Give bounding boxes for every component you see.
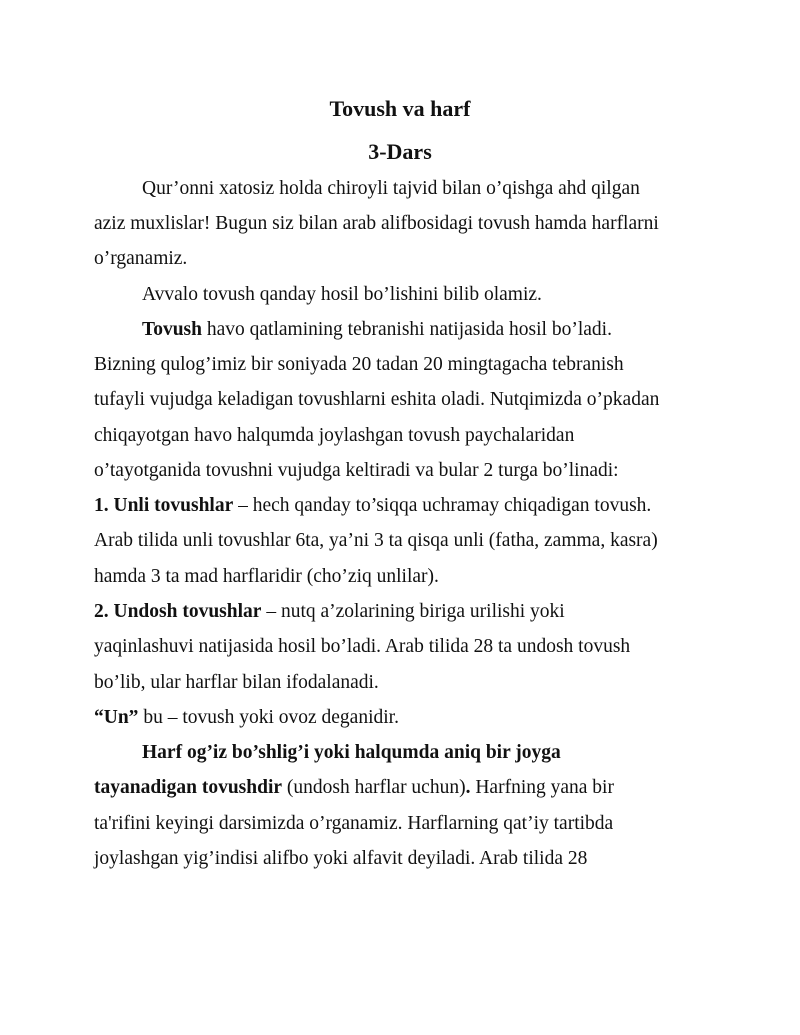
para1-line2: aziz muxlislar! Bugun siz bilan arab alifbosidagi tovush hamda harflarni bbox=[94, 213, 659, 234]
un-note bbox=[94, 706, 399, 730]
term-un: “Un” bbox=[94, 707, 139, 728]
lesson-number: 3-Dars bbox=[368, 139, 432, 164]
item2-line1 bbox=[94, 600, 565, 624]
para4-line2 bbox=[94, 776, 614, 800]
harf-definition-bold-1: Harf og’iz bo’shlig’i yoki halqumda aniq bir joyga bbox=[142, 742, 561, 763]
term-undosh-tovushlar: 2. Undosh tovushlar bbox=[94, 601, 262, 622]
para3-line5: o’tayotganida tovushni vujudga keltiradi va bular 2 turga bo’linadi: bbox=[94, 460, 619, 481]
item2-line2: yaqinlashuvi natijasida hosil bo’ladi. Arab tilida 28 ta undosh tovush bbox=[94, 636, 631, 657]
para3-line1 bbox=[142, 318, 612, 342]
para4-line2-period: . bbox=[465, 777, 471, 798]
para1-line1: Qur’onni xatosiz holda chiroyli tajvid bilan o’qishga ahd qilgan bbox=[142, 178, 640, 199]
para4-line3: ta'rifini keyingi darsimizda o’rganamiz. Harflarning qat’iy tartibda bbox=[94, 813, 614, 834]
item1-line1 bbox=[94, 494, 651, 518]
item1-line3: hamda 3 ta mad harflaridir (cho’ziq unlilar). bbox=[94, 566, 439, 587]
item2-line3: bo’lib, ular harflar bilan ifodalanadi. bbox=[94, 672, 379, 693]
para3-line3: tufayli vujudga keladigan tovushlarni eshita oladi. Nutqimizda o’pkadan bbox=[94, 389, 660, 410]
para4-line4: joylashgan yig’indisi alifbo yoki alfavit deyiladi. Arab tilida 28 bbox=[94, 848, 588, 869]
para4-line1 bbox=[142, 741, 561, 765]
para3-line4: chiqayotgan havo halqumda joylashgan tovush paychalaridan bbox=[94, 425, 575, 446]
item1-line1-text: – hech qanday to’siqqa uchramay chiqadigan tovush. bbox=[233, 495, 652, 516]
para2-line1: Avvalo tovush qanday hosil bo’lishini bilib olamiz. bbox=[142, 284, 542, 305]
para3-line1-text: havo qatlamining tebranishi natijasida hosil bo’ladi. bbox=[202, 319, 612, 340]
item2-line1-text: – nutq a’zolarining biriga urilishi yoki bbox=[261, 601, 565, 622]
item1-line2: Arab tilida unli tovushlar 6ta, ya’ni 3 ta qisqa unli (fatha, zamma, kasra) bbox=[94, 530, 658, 551]
document-title: Tovush va harf bbox=[329, 96, 471, 121]
term-unli-tovushlar: 1. Unli tovushlar bbox=[94, 495, 234, 516]
term-tovush: Tovush bbox=[142, 319, 202, 340]
un-note-text: bu – tovush yoki ovoz deganidir. bbox=[138, 707, 399, 728]
para4-line2-tail: Harfning yana bir bbox=[470, 777, 614, 798]
harf-definition-bold-2: tayanadigan tovushdir bbox=[94, 777, 283, 798]
para3-line2: Bizning qulog’imiz bir soniyada 20 tadan 20 mingtagacha tebranish bbox=[94, 354, 624, 375]
para1-line3: o’rganamiz. bbox=[94, 248, 188, 269]
para4-line2-paren: (undosh harflar uchun) bbox=[282, 777, 466, 798]
